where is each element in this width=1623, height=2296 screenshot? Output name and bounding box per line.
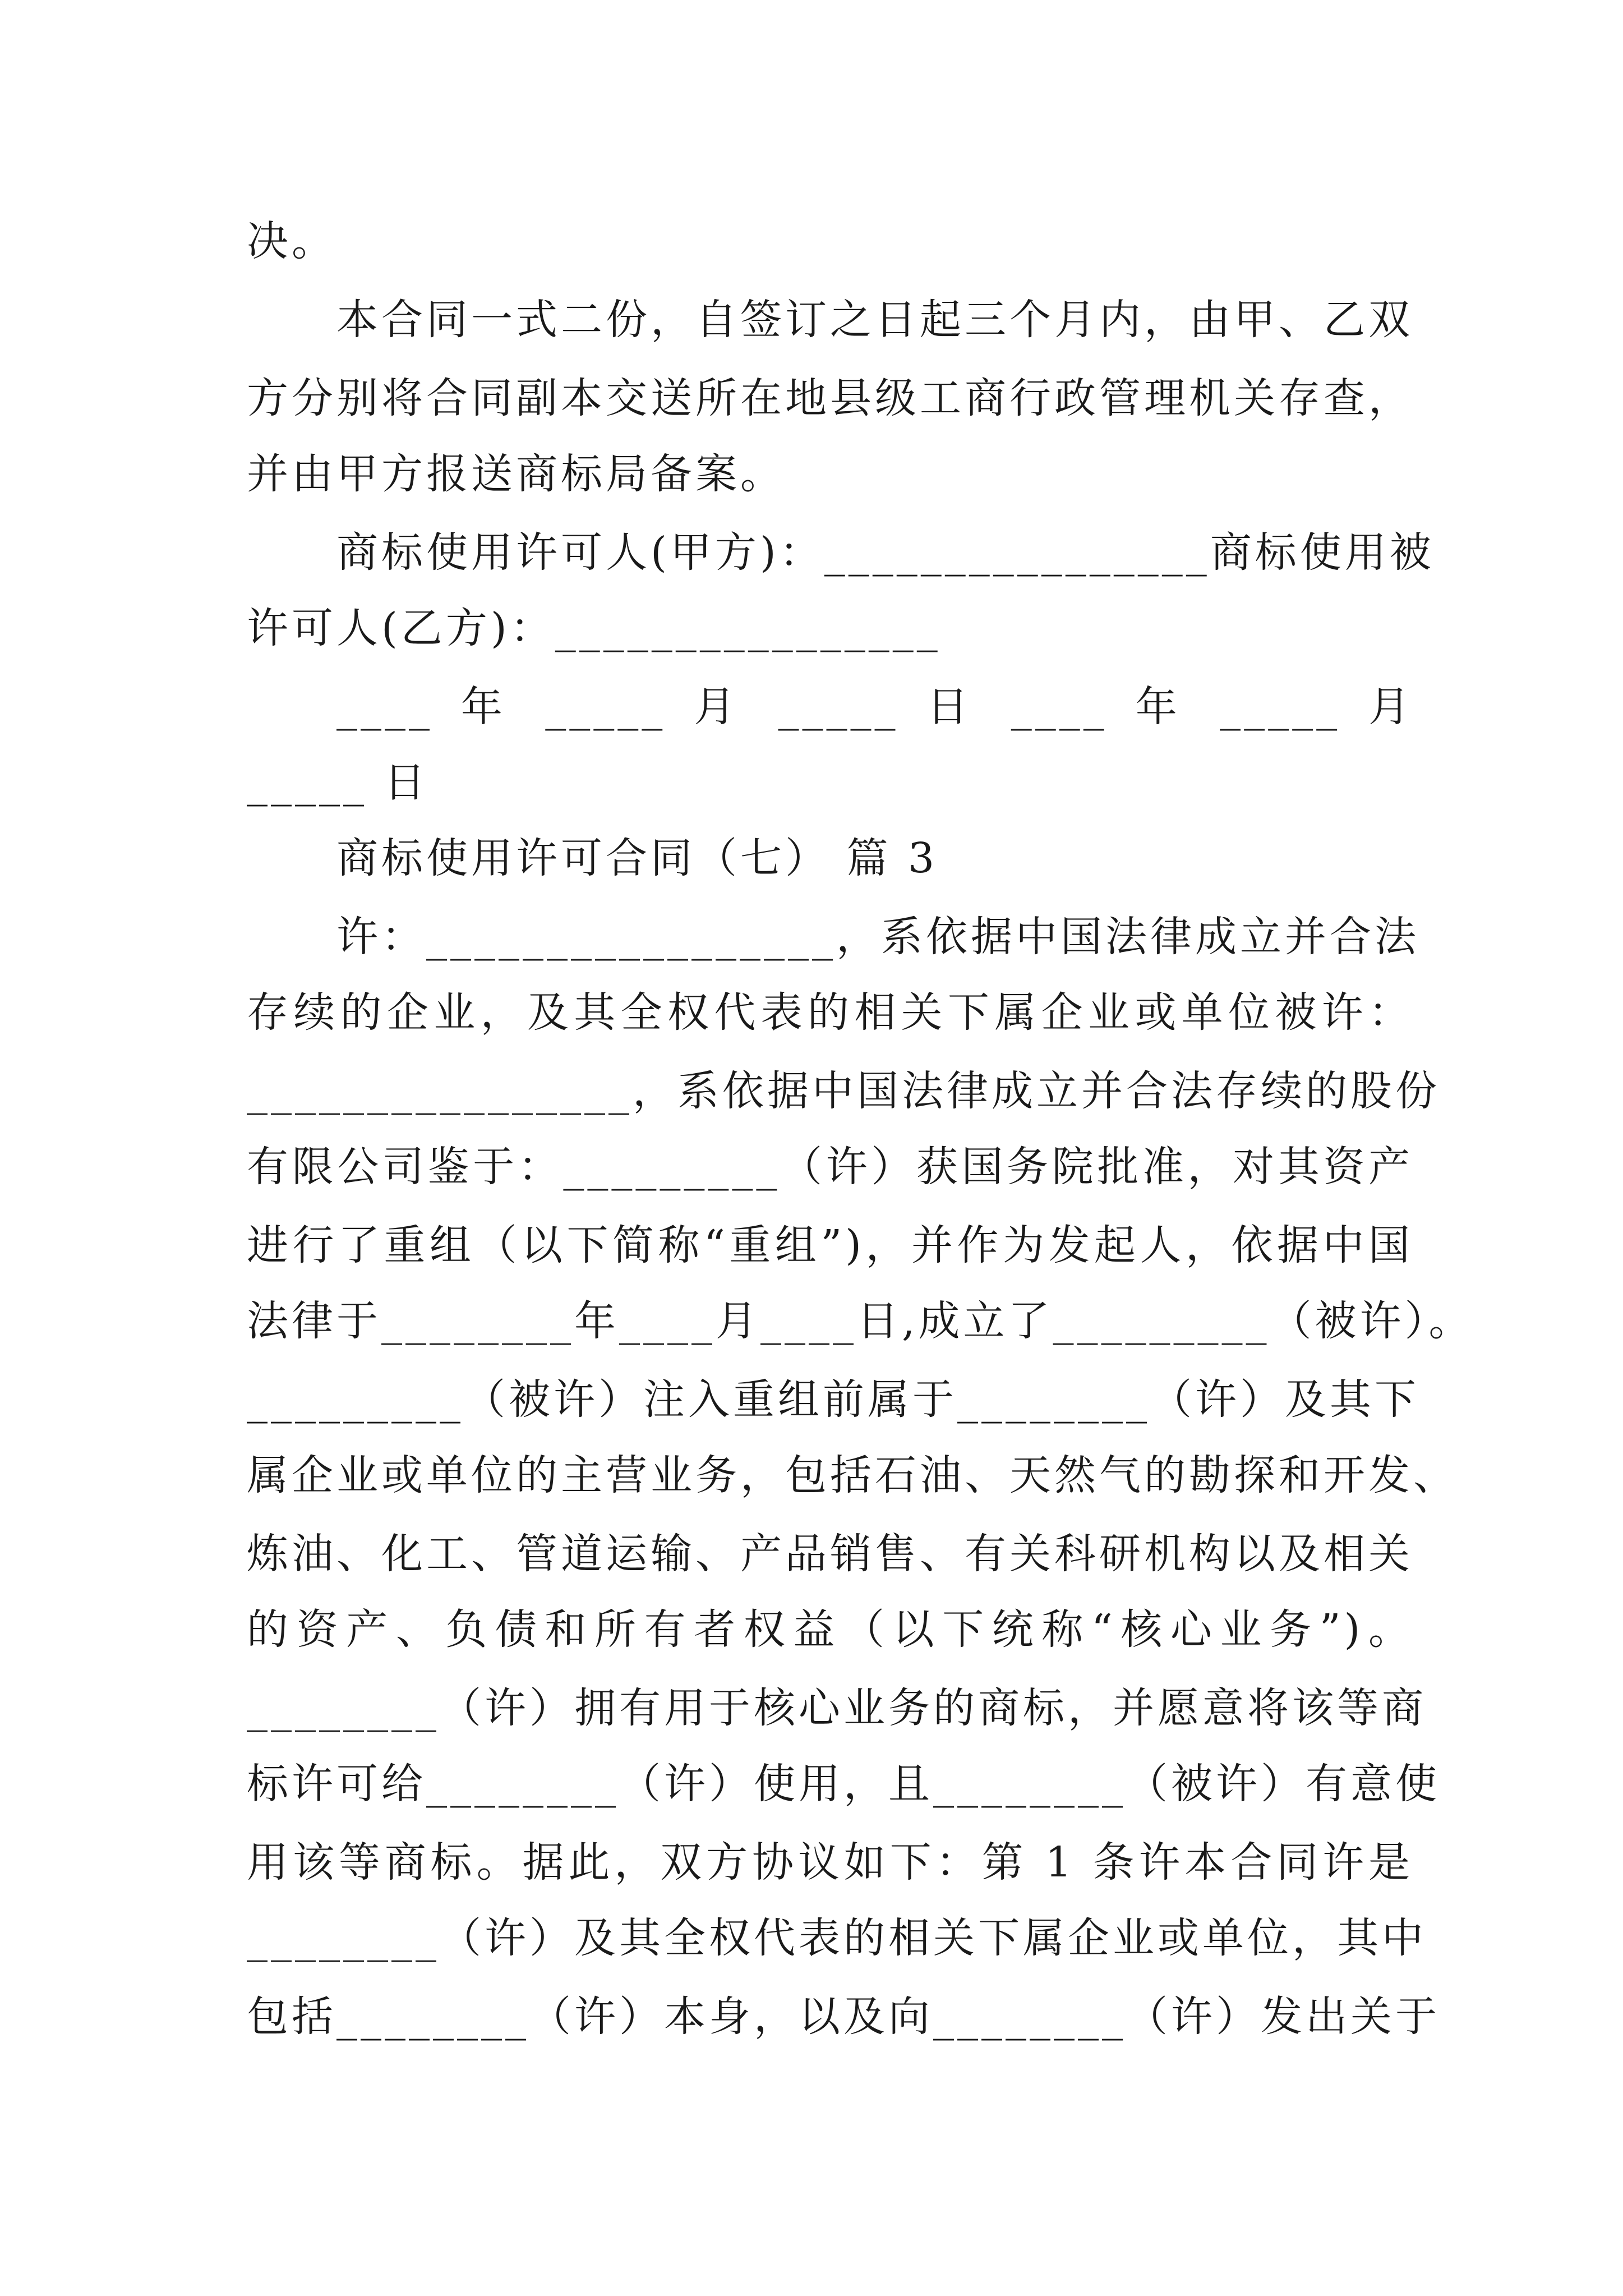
text-line: _________（被许）注入重组前属于________（许）及其下 (247, 1375, 1419, 1424)
text-line: ________（许）及其全权代表的相关下属企业或单位，其中 (247, 1914, 1427, 1962)
text-line: 标许可给________（许）使用，且________（被许）有意使 (247, 1760, 1440, 1808)
text-line: ________________，系依据中国法律成立并合法存续的股份 (247, 1067, 1440, 1115)
text-line: 有限公司鉴于：_________（许）获国务院批准，对其资产 (247, 1143, 1413, 1191)
text-line: 属企业或单位的主营业务，包括石油、天然气的勘探和开发、 (247, 1451, 1458, 1499)
text-line: ____ 年 _____ 月 _____ 日 ____ 年 _____ 月 (336, 683, 1413, 731)
text-line: 许：_________________，系依据中国法律成立并合法 (336, 913, 1419, 961)
text-line: 用该等商标。据此，双方协议如下：第 1 条许本合同许是 (247, 1838, 1413, 1887)
text-line: 决。 (247, 217, 336, 265)
text-line: 的资产、负债和所有者权益（以下统称“核心业务”)。 (247, 1605, 1413, 1654)
text-line: 许可人(乙方)：________________ (247, 604, 941, 652)
text-line: 存续的企业，及其全权代表的相关下属企业或单位被许： (247, 988, 1413, 1037)
text-line: ________（许）拥有用于核心业务的商标，并愿意将该等商 (247, 1684, 1427, 1732)
text-line: 商标使用许可人(甲方)：________________商标使用被 (336, 528, 1435, 577)
text-line: 包括________（许）本身，以及向________（许）发出关于 (247, 1993, 1440, 2041)
text-line: 炼油、化工、管道运输、产品销售、有关科研机构以及相关 (247, 1530, 1413, 1578)
text-line: 本合同一式二份，自签订之日起三个月内，由甲、乙双 (336, 296, 1413, 344)
text-line: 方分别将合同副本交送所在地县级工商行政管理机关存查， (247, 374, 1413, 422)
section-heading: 商标使用许可合同（七） 篇 3 (336, 834, 938, 882)
text-line: 法律于________年____月____日,成立了_________（被许）。 (247, 1297, 1474, 1345)
text-line: _____ 日 (247, 758, 429, 807)
text-line: 并由甲方报送商标局备案。 (247, 450, 785, 498)
text-line: 进行了重组（以下简称“重组”)，并作为发起人，依据中国 (247, 1221, 1413, 1269)
